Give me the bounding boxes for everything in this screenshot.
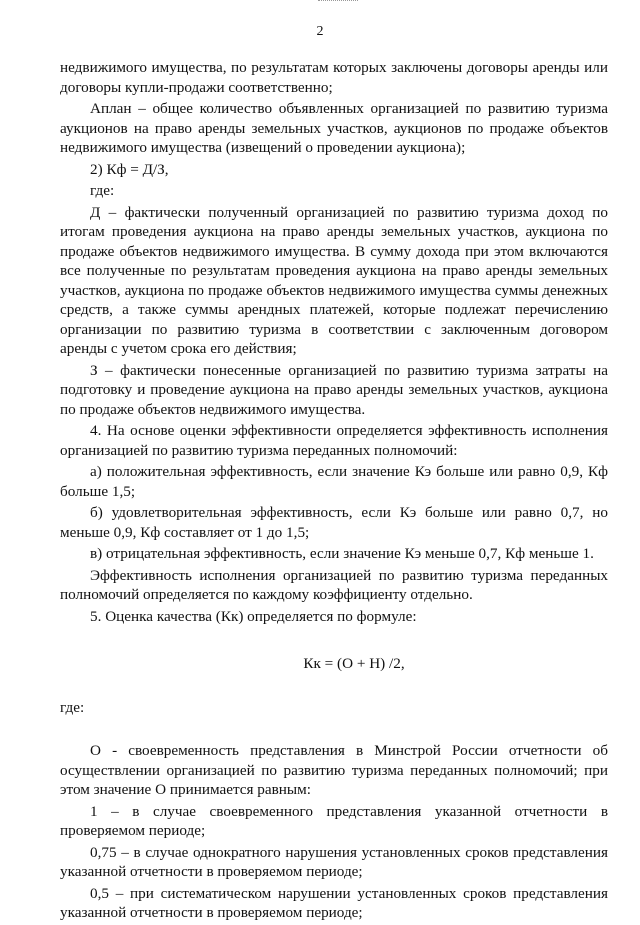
paragraph-o-value-1: 1 – в случае своевременного представления указанной отчетности в проверяемом периоде; (60, 802, 608, 839)
paragraph-item-4: 4. На основе оценки эффективности определяется эффективность исполнения организацией по развитию туризма переданных полномочий: (60, 422, 608, 459)
where-label: где: (90, 182, 115, 199)
formula-kk: Кк = (О + Н) /2, (303, 655, 405, 672)
scan-mark (318, 0, 358, 3)
paragraph-item-4a: а) положительная эффективность, если значение Кэ больше или равно 0,9, Кф больше 1,5; (60, 463, 608, 500)
page-number: 2 (316, 24, 324, 39)
paragraph-z-definition: З – фактически понесенные организацией по развитию туризма затраты на подготовку и проведение аукциона на право аренды земельных участков, аукциона по продаже объектов недвижимого имущества. (60, 361, 608, 418)
paragraph-efficiency-note: Эффективность исполнения организацией по развитию туризма переданных полномочий определяется по каждому коэффициенту отдельно. (60, 566, 608, 603)
paragraph-aplan-definition: Аплан – общее количество объявленных организацией по развитию туризма аукционов на право аренды земельных участков, аукционов по продаже объектов недвижимого имущества (извещений о проведении аукциона); (60, 100, 608, 156)
document-body (60, 58, 608, 925)
paragraph-item-4b: б) удовлетворительная эффективность, если Кэ больше или равно 0,7, но меньше 0,9, Кф составляет от 1 до 1,5; (60, 504, 608, 541)
where-label-2: где: (60, 698, 85, 716)
paragraph-o-value-075: 0,75 – в случае однократного нарушения установленных сроков представления указанной отчетности в проверяемом периоде; (60, 843, 608, 880)
paragraph-item-4c: в) отрицательная эффективность, если значение Кэ меньше 0,7, Кф меньше 1. (90, 545, 594, 562)
paragraph-o-definition: О - своевременность представления в Минстрой России отчетности об осуществлении организацией по развитию туризма переданных полномочий; при этом значение О принимается равным: (60, 742, 608, 798)
paragraph-continuation: недвижимого имущества, по результатам которых заключены договоры аренды или договоры купли-продажи соответственно; (60, 59, 608, 96)
paragraph-item-5: 5. Оценка качества (Кк) определяется по формуле: (90, 607, 417, 625)
formula-kf: 2) Кф = Д/З, (90, 160, 169, 178)
paragraph-o-value-05: 0,5 – при систематическом нарушении установленных сроков представления указанной отчетности в проверяемом периоде; (60, 884, 608, 921)
paragraph-d-definition: Д – фактически полученный организацией по развитию туризма доход по итогам проведения аукциона на право аренды земельных участков, аукциона по продаже объектов недвижимого имущества. В сумму дохода при этом включаются все полученные по результатам проведения аукциона на право аренды земельных участков, аукциона по продаже объектов недвижимого имущества суммы денежных средств, а также суммы арендных платежей, которые подлежат перечислению организации по развитию туризма в соответствии с заключенным договором аренды с учетом срока его действия; (60, 203, 608, 357)
